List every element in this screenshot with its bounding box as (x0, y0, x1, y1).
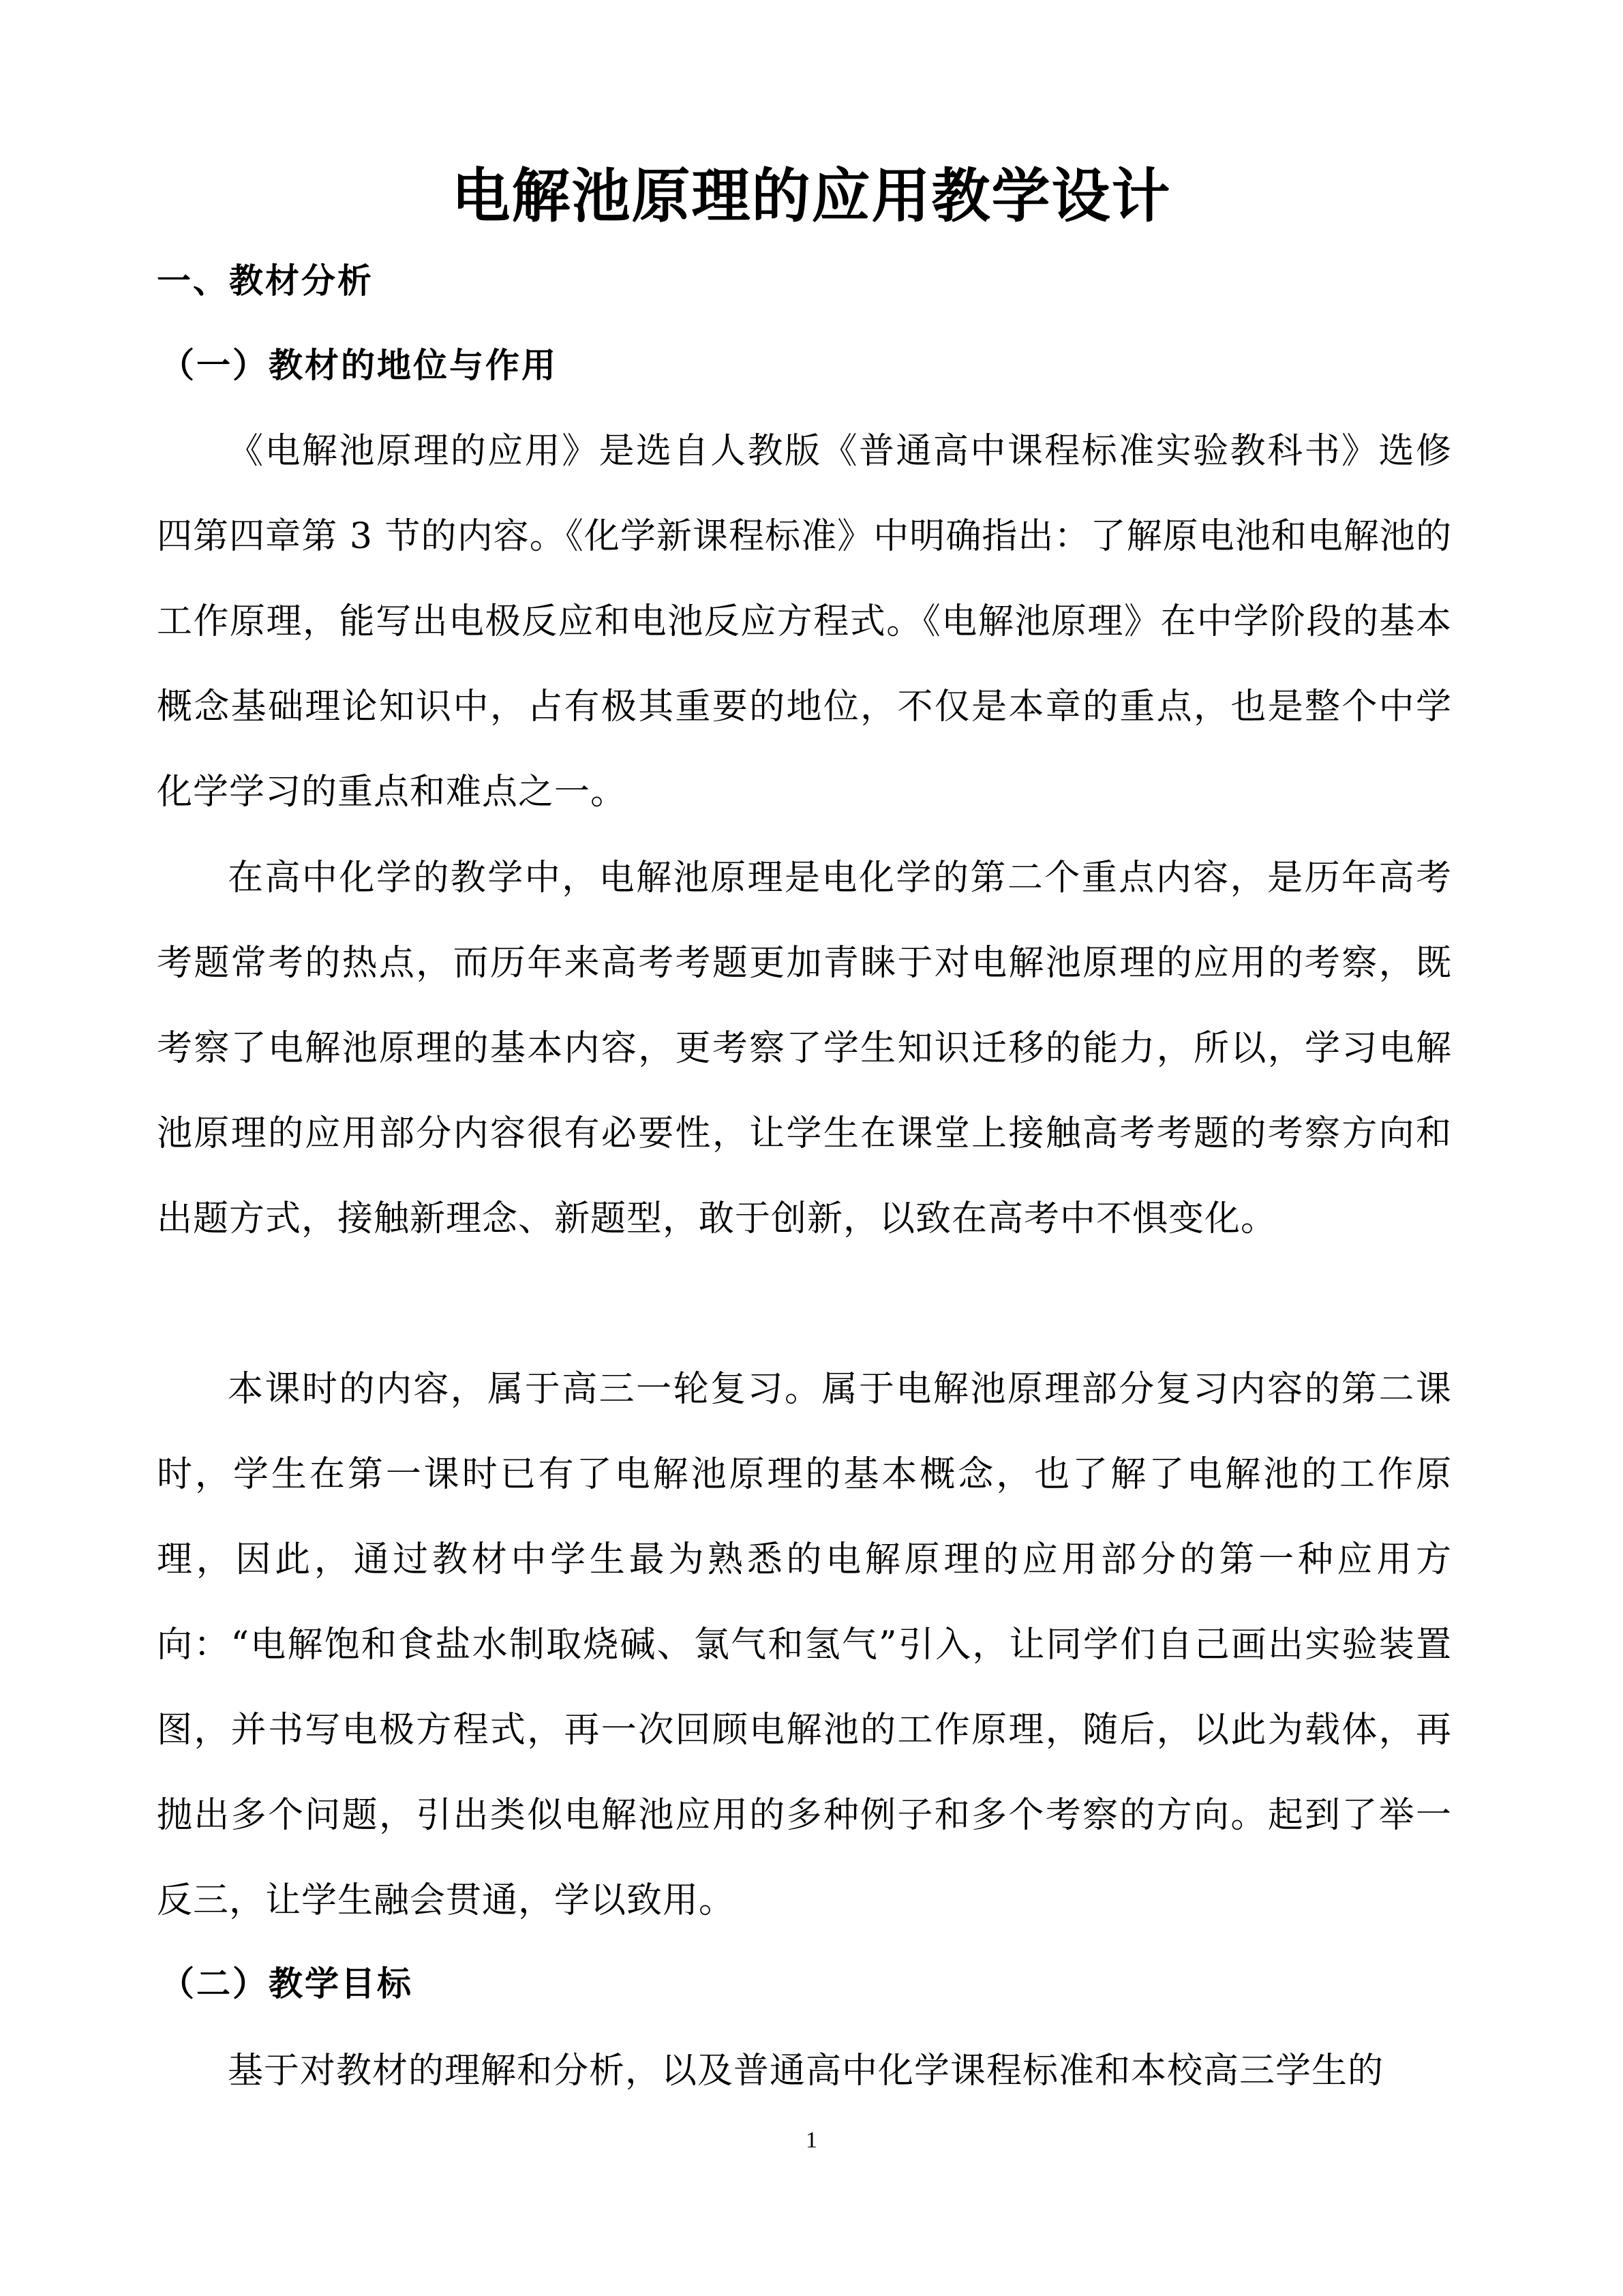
section-heading-textbook-analysis: 一、教材分析 (157, 261, 374, 301)
paragraph-lesson-content: 本课时的内容，属于高三一轮复习。属于电解池原理部分复习内容的第二课时，学生在第一课时已有了电解池原理的基本概念，也了解了电解池的工作原理，因此，通过教材中学生最为熟悉的电解原理的应用部分的第一种应用方向：“电解饱和食盐水制取烧碱、氯气和氢气”引入，让同学们自己画出实验装置图，并书写电极方程式，再一次回顾电解池的工作原理，随后，以此为载体，再抛出多个问题，引出类似电解池应用的多种例子和多个考察的方向。起到了举一反三，让学生融会贯通，学以致用。 (157, 1369, 1452, 1921)
subsection-heading-role: （一）教材的地位与作用 (160, 346, 558, 385)
subsection-heading-objectives: （二）教学目标 (160, 1964, 413, 2004)
document-title: 电解池原理的应用教学设计 (451, 162, 1172, 230)
paragraph-intro: 《电解池原理的应用》是选自人教版《普通高中课程标准实验教科书》选修四第四章第 3 节的内容。《化学新课程标准》中明确指出：了解原电池和电解池的工作原理，能写出电极反应和电池反应方程式。《电解池原理》在中学阶段的基本概念基础理论知识中，占有极其重要的地位，不仅是本章的重点，也是整个中学化学学习的重点和难点之一。 (157, 431, 1452, 813)
page-number: 1 (806, 2128, 817, 2153)
paragraph-exam-importance: 在高中化学的教学中，电解池原理是电化学的第二个重点内容，是历年高考考题常考的热点，而历年来高考考题更加青睐于对电解池原理的应用的考察，既考察了电解池原理的基本内容，更考察了学生知识迁移的能力，所以，学习电解池原理的应用部分内容很有必要性，让学生在课堂上接触高考考题的考察方向和出题方式，接触新理念、新题型，敢于创新，以致在高考中不惧变化。 (157, 858, 1452, 1239)
paragraph-objectives-start: 基于对教材的理解和分析，以及普通高中化学课程标准和本校高三学生的 (228, 2051, 1384, 2091)
